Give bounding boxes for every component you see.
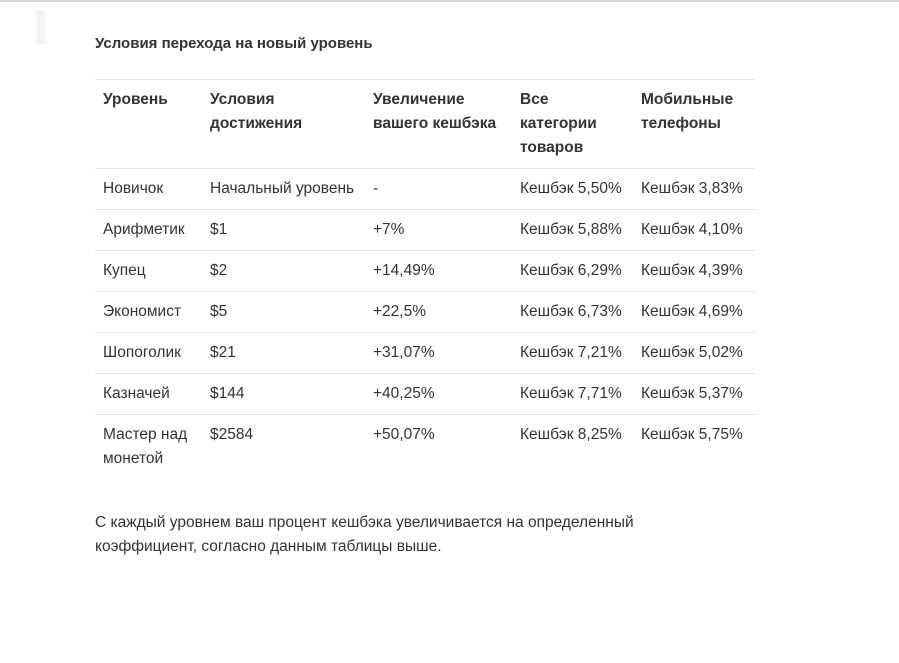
section-title: Условия перехода на новый уровень (95, 35, 373, 52)
table-row (95, 333, 755, 374)
cell-conditions: $21 (202, 333, 365, 374)
decorative-edge-mark (36, 10, 46, 44)
header-all-categories: Все категории товаров (512, 80, 633, 169)
cell-level: Арифметик (95, 210, 202, 251)
header-level: Уровень (95, 80, 202, 169)
cell-all-categories: Кешбэк 5,88% (512, 210, 633, 251)
cell-mobile-phones: Кешбэк 5,37% (633, 374, 755, 415)
cell-mobile-phones: Кешбэк 5,02% (633, 333, 755, 374)
cell-level: Казначей (95, 374, 202, 415)
table-row (95, 292, 755, 333)
cell-mobile-phones: Кешбэк 3,83% (633, 169, 755, 210)
levels-table (95, 79, 755, 479)
table-row (95, 374, 755, 415)
cell-conditions: $1 (202, 210, 365, 251)
cell-mobile-phones: Кешбэк 4,39% (633, 251, 755, 292)
cell-level: Новичок (95, 169, 202, 210)
cell-increase: +31,07% (365, 333, 512, 374)
cell-all-categories: Кешбэк 6,29% (512, 251, 633, 292)
cell-mobile-phones: Кешбэк 5,75% (633, 415, 755, 480)
header-mobile-phones: Мобильные телефоны (633, 80, 755, 169)
table-row (95, 169, 755, 210)
cell-level: Экономист (95, 292, 202, 333)
cell-mobile-phones: Кешбэк 4,69% (633, 292, 755, 333)
cell-level: Шопоголик (95, 333, 202, 374)
footer-paragraph: С каждый уровнем ваш процент кешбэка увеличивается на определенный коэффициент, согласно данным таблицы выше. (95, 514, 634, 555)
table-row (95, 251, 755, 292)
cell-conditions: $144 (202, 374, 365, 415)
cell-all-categories: Кешбэк 7,71% (512, 374, 633, 415)
cell-level: Купец (95, 251, 202, 292)
cell-all-categories: Кешбэк 7,21% (512, 333, 633, 374)
cell-increase: +22,5% (365, 292, 512, 333)
table-header-row (95, 80, 755, 169)
cell-all-categories: Кешбэк 8,25% (512, 415, 633, 480)
header-conditions: Условия достижения (202, 80, 365, 169)
cell-mobile-phones: Кешбэк 4,10% (633, 210, 755, 251)
table-row (95, 415, 755, 480)
top-divider (0, 0, 899, 2)
cell-level: Мастер над монетой (95, 415, 202, 480)
cell-all-categories: Кешбэк 6,73% (512, 292, 633, 333)
cell-increase: +7% (365, 210, 512, 251)
table-row (95, 210, 755, 251)
cell-conditions: $5 (202, 292, 365, 333)
cell-increase: - (365, 169, 512, 210)
cell-conditions: Начальный уровень (202, 169, 365, 210)
cell-conditions: $2 (202, 251, 365, 292)
cell-conditions: $2584 (202, 415, 365, 480)
cell-all-categories: Кешбэк 5,50% (512, 169, 633, 210)
article-content (95, 33, 755, 575)
cell-increase: +14,49% (365, 251, 512, 292)
cell-increase: +40,25% (365, 374, 512, 415)
cell-increase: +50,07% (365, 415, 512, 480)
header-cashback-increase: Увеличение вашего кешбэка (365, 80, 512, 169)
